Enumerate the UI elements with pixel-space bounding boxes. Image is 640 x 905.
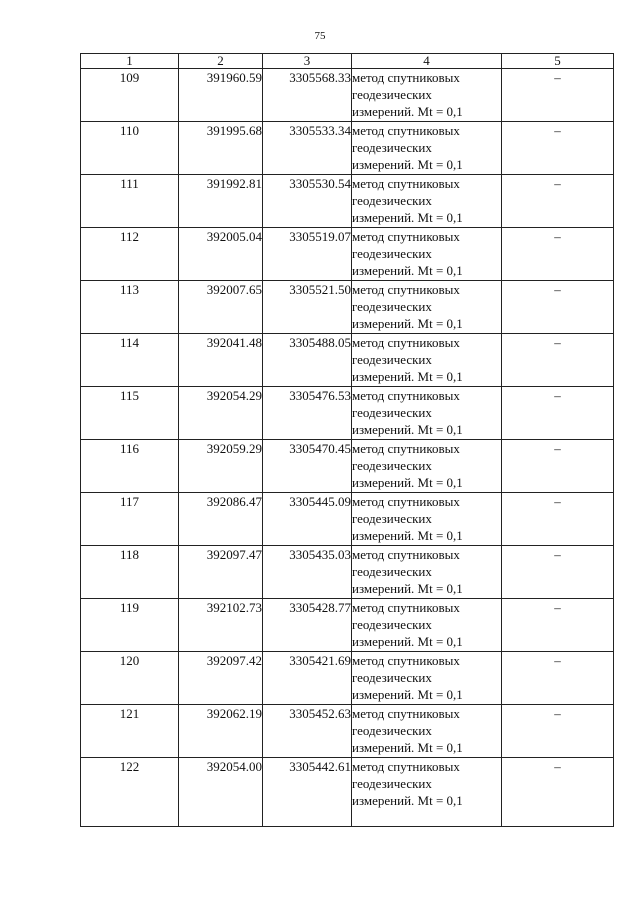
- column-header-3: 3: [263, 54, 352, 69]
- table-row: [81, 122, 614, 175]
- method-line: метод спутниковых: [352, 70, 460, 85]
- table-header-row: [81, 54, 614, 69]
- y-coordinate-cell: 3305521.50: [263, 281, 352, 334]
- method-line: измерений. Mt = 0,1: [352, 369, 463, 384]
- method-line: метод спутниковых: [352, 229, 460, 244]
- method-cell: [352, 281, 502, 334]
- point-number-cell: 109: [81, 69, 179, 122]
- point-number-cell: 115: [81, 387, 179, 440]
- y-coordinate-cell: 3305568.33: [263, 69, 352, 122]
- table-row: [81, 652, 614, 705]
- point-number-cell: 119: [81, 599, 179, 652]
- method-line: метод спутниковых: [352, 335, 460, 350]
- x-coordinate-cell: 392005.04: [179, 228, 263, 281]
- method-cell: [352, 652, 502, 705]
- y-coordinate-cell: 3305470.45: [263, 440, 352, 493]
- x-coordinate-cell: 391992.81: [179, 175, 263, 228]
- column-header-5: 5: [502, 54, 614, 69]
- method-line: геодезических: [352, 193, 432, 208]
- note-cell: –: [502, 493, 614, 546]
- method-line: измерений. Mt = 0,1: [352, 687, 463, 702]
- method-cell: [352, 599, 502, 652]
- note-cell: –: [502, 175, 614, 228]
- method-line: метод спутниковых: [352, 653, 460, 668]
- table-body: [81, 69, 614, 827]
- point-number-cell: 116: [81, 440, 179, 493]
- note-cell: –: [502, 546, 614, 599]
- page-number: 75: [314, 30, 326, 42]
- y-coordinate-cell: 3305435.03: [263, 546, 352, 599]
- x-coordinate-cell: 392041.48: [179, 334, 263, 387]
- x-coordinate-cell: 392054.29: [179, 387, 263, 440]
- method-line: метод спутниковых: [352, 759, 460, 774]
- method-line: метод спутниковых: [352, 388, 460, 403]
- method-line: измерений. Mt = 0,1: [352, 581, 463, 596]
- point-number-cell: 120: [81, 652, 179, 705]
- method-line: геодезических: [352, 87, 432, 102]
- method-line: измерений. Mt = 0,1: [352, 634, 463, 649]
- point-number-cell: 114: [81, 334, 179, 387]
- table-row: [81, 387, 614, 440]
- point-number-cell: 121: [81, 705, 179, 758]
- column-header-4: 4: [352, 54, 502, 69]
- y-coordinate-cell: 3305452.63: [263, 705, 352, 758]
- method-cell: [352, 334, 502, 387]
- note-cell: –: [502, 334, 614, 387]
- method-line: геодезических: [352, 246, 432, 261]
- y-coordinate-cell: 3305421.69: [263, 652, 352, 705]
- method-line: измерений. Mt = 0,1: [352, 210, 463, 225]
- y-coordinate-cell: 3305442.61: [263, 758, 352, 827]
- method-line: измерений. Mt = 0,1: [352, 422, 463, 437]
- method-cell: [352, 228, 502, 281]
- point-number-cell: 111: [81, 175, 179, 228]
- method-cell: [352, 440, 502, 493]
- method-line: измерений. Mt = 0,1: [352, 316, 463, 331]
- method-line: метод спутниковых: [352, 600, 460, 615]
- table-row: [81, 599, 614, 652]
- table-row: [81, 228, 614, 281]
- x-coordinate-cell: 392097.47: [179, 546, 263, 599]
- table-row: [81, 175, 614, 228]
- note-cell: –: [502, 599, 614, 652]
- note-cell: –: [502, 281, 614, 334]
- method-cell: [352, 493, 502, 546]
- method-line: геодезических: [352, 723, 432, 738]
- method-line: геодезических: [352, 458, 432, 473]
- method-line: измерений. Mt = 0,1: [352, 475, 463, 490]
- note-cell: –: [502, 122, 614, 175]
- method-cell: [352, 122, 502, 175]
- note-cell: –: [502, 440, 614, 493]
- method-cell: [352, 705, 502, 758]
- y-coordinate-cell: 3305530.54: [263, 175, 352, 228]
- y-coordinate-cell: 3305445.09: [263, 493, 352, 546]
- note-cell: –: [502, 387, 614, 440]
- method-line: измерений. Mt = 0,1: [352, 740, 463, 755]
- point-number-cell: 122: [81, 758, 179, 827]
- method-line: геодезических: [352, 140, 432, 155]
- x-coordinate-cell: 392097.42: [179, 652, 263, 705]
- note-cell: –: [502, 705, 614, 758]
- method-cell: [352, 758, 502, 827]
- table-row: [81, 69, 614, 122]
- note-cell: –: [502, 758, 614, 827]
- table-row: [81, 334, 614, 387]
- point-number-cell: 112: [81, 228, 179, 281]
- column-header-2: 2: [179, 54, 263, 69]
- point-number-cell: 117: [81, 493, 179, 546]
- table-row: [81, 546, 614, 599]
- y-coordinate-cell: 3305488.05: [263, 334, 352, 387]
- x-coordinate-cell: 392086.47: [179, 493, 263, 546]
- coordinates-table: [80, 53, 614, 827]
- x-coordinate-cell: 391995.68: [179, 122, 263, 175]
- x-coordinate-cell: 392054.00: [179, 758, 263, 827]
- method-line: геодезических: [352, 299, 432, 314]
- method-line: метод спутниковых: [352, 441, 460, 456]
- method-cell: [352, 546, 502, 599]
- method-line: измерений. Mt = 0,1: [352, 157, 463, 172]
- note-cell: –: [502, 652, 614, 705]
- method-line: геодезических: [352, 670, 432, 685]
- method-line: измерений. Mt = 0,1: [352, 104, 463, 119]
- point-number-cell: 113: [81, 281, 179, 334]
- table-row: [81, 440, 614, 493]
- table-row: [81, 758, 614, 827]
- method-cell: [352, 175, 502, 228]
- note-cell: –: [502, 228, 614, 281]
- method-line: геодезических: [352, 511, 432, 526]
- method-line: метод спутниковых: [352, 547, 460, 562]
- method-line: метод спутниковых: [352, 706, 460, 721]
- y-coordinate-cell: 3305533.34: [263, 122, 352, 175]
- method-line: метод спутниковых: [352, 494, 460, 509]
- column-header-1: 1: [81, 54, 179, 69]
- method-line: метод спутниковых: [352, 282, 460, 297]
- method-line: геодезических: [352, 405, 432, 420]
- point-number-cell: 118: [81, 546, 179, 599]
- method-line: измерений. Mt = 0,1: [352, 528, 463, 543]
- table-row: [81, 493, 614, 546]
- method-line: геодезических: [352, 776, 432, 791]
- x-coordinate-cell: 392007.65: [179, 281, 263, 334]
- y-coordinate-cell: 3305519.07: [263, 228, 352, 281]
- method-line: метод спутниковых: [352, 123, 460, 138]
- x-coordinate-cell: 392102.73: [179, 599, 263, 652]
- y-coordinate-cell: 3305476.53: [263, 387, 352, 440]
- y-coordinate-cell: 3305428.77: [263, 599, 352, 652]
- method-line: геодезических: [352, 352, 432, 367]
- x-coordinate-cell: 392062.19: [179, 705, 263, 758]
- x-coordinate-cell: 392059.29: [179, 440, 263, 493]
- method-line: измерений. Mt = 0,1: [352, 263, 463, 278]
- point-number-cell: 110: [81, 122, 179, 175]
- note-cell: –: [502, 69, 614, 122]
- table-row: [81, 281, 614, 334]
- method-line: метод спутниковых: [352, 176, 460, 191]
- method-cell: [352, 387, 502, 440]
- table-row: [81, 705, 614, 758]
- x-coordinate-cell: 391960.59: [179, 69, 263, 122]
- method-line: измерений. Mt = 0,1: [352, 793, 463, 808]
- method-cell: [352, 69, 502, 122]
- method-line: геодезических: [352, 564, 432, 579]
- method-line: геодезических: [352, 617, 432, 632]
